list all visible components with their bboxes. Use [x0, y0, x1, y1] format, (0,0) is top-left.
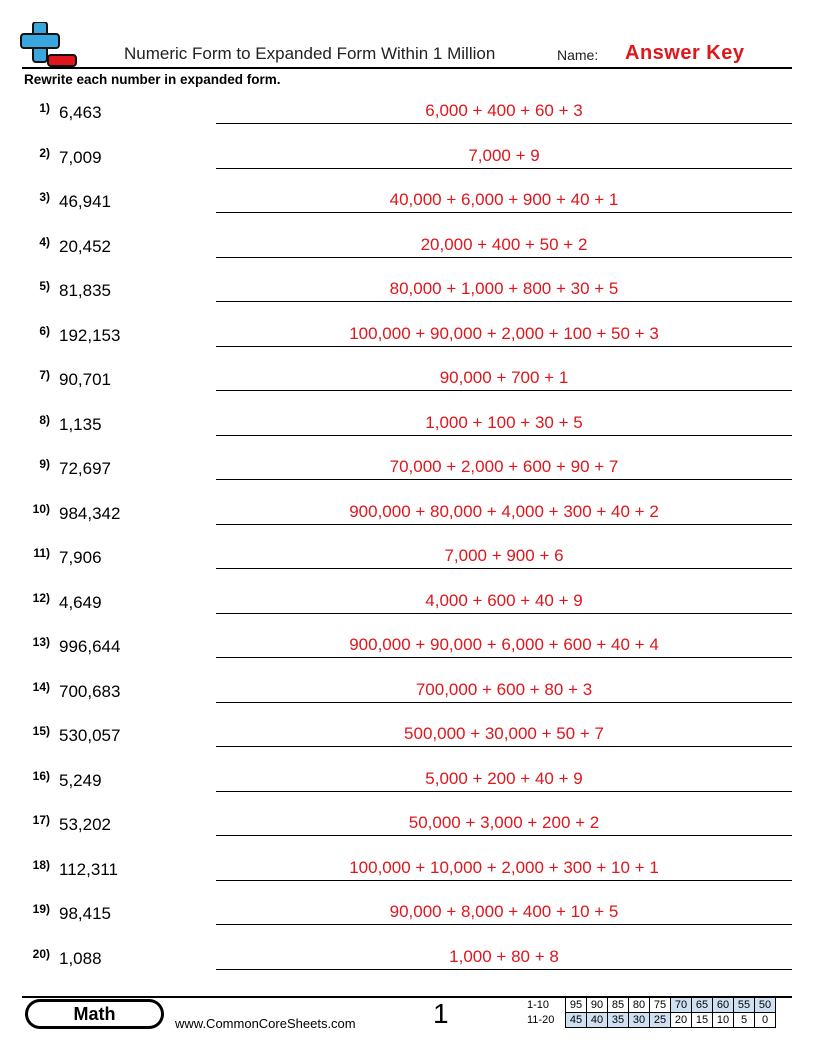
answer-text: 1,000 + 100 + 30 + 5 [425, 412, 583, 432]
answer-line [216, 346, 792, 347]
problem-number: 16) [32, 768, 50, 783]
answer-line [216, 791, 792, 792]
answer-text: 900,000 + 80,000 + 4,000 + 300 + 40 + 2 [349, 501, 659, 521]
score-cell: 70 [671, 998, 692, 1013]
page-title: Numeric Form to Expanded Form Within 1 Million [124, 44, 496, 63]
name-label: Name: [557, 47, 599, 63]
problem-row [0, 758, 816, 803]
problem-value: 46,941 [59, 192, 111, 211]
score-cell: 90 [587, 998, 608, 1013]
answer-line [216, 613, 792, 614]
subject-badge [25, 999, 164, 1029]
score-row [527, 998, 776, 1013]
answer-text: 100,000 + 90,000 + 2,000 + 100 + 50 + 3 [349, 323, 659, 343]
problem-row [0, 402, 816, 447]
answer-line [216, 835, 792, 836]
score-cell: 40 [587, 1013, 608, 1028]
problem-value: 20,452 [59, 236, 111, 256]
problem-number: 7) [39, 368, 50, 382]
problem-number: 6) [39, 323, 50, 338]
score-table [527, 997, 776, 1028]
instructions: Rewrite each number in expanded form. [24, 72, 281, 87]
problem-value: 53,202 [59, 815, 111, 834]
score-cell: 60 [713, 998, 734, 1013]
site-url: www.CommonCoreSheets.com [175, 1016, 356, 1031]
answer-text: 4,000 + 600 + 40 + 9 [425, 590, 583, 610]
answer-text: 40,000 + 6,000 + 900 + 40 + 1 [389, 190, 619, 209]
problem-number: 15) [32, 724, 50, 738]
answer-text: 80,000 + 1,000 + 800 + 30 + 5 [389, 279, 619, 298]
problem-row [0, 357, 816, 402]
problem-number: 18) [32, 857, 50, 872]
score-cell: 85 [608, 998, 629, 1013]
answer-line [216, 657, 792, 658]
score-cell: 75 [650, 998, 671, 1013]
problem-value: 1,088 [59, 948, 102, 968]
problem-row [0, 624, 816, 669]
answer-text: 5,000 + 200 + 40 + 9 [425, 768, 583, 788]
problem-number: 8) [39, 412, 50, 427]
problem-row [0, 268, 816, 313]
answer-line [216, 524, 792, 525]
answer-line [216, 746, 792, 747]
answer-text: 900,000 + 90,000 + 6,000 + 600 + 40 + 4 [349, 635, 659, 654]
problem-row [0, 491, 816, 536]
problem-number: 2) [39, 145, 50, 160]
problem-value: 4,649 [59, 592, 102, 612]
problem-number: 17) [32, 813, 50, 827]
problem-row [0, 224, 816, 269]
score-cell: 35 [608, 1013, 629, 1028]
problem-value: 6,463 [59, 103, 102, 122]
answer-text: 90,000 + 8,000 + 400 + 10 + 5 [389, 902, 619, 921]
score-cell: 80 [629, 998, 650, 1013]
problem-value: 700,683 [59, 681, 121, 701]
problem-row [0, 936, 816, 981]
answer-line [216, 212, 792, 213]
problem-value: 192,153 [59, 325, 121, 345]
score-cell: 25 [650, 1013, 671, 1028]
problem-number: 5) [39, 279, 50, 293]
plus-minus-icon [20, 22, 78, 68]
answer-text: 6,000 + 400 + 60 + 3 [425, 101, 583, 120]
answer-line [216, 969, 792, 970]
problem-value: 996,644 [59, 637, 121, 656]
score-cell: 5 [734, 1013, 755, 1028]
problem-value: 112,311 [59, 859, 118, 879]
subject-label: Math [28, 1002, 161, 1026]
score-cell: 55 [734, 998, 755, 1013]
problem-number: 10) [32, 501, 50, 516]
header-divider [22, 67, 792, 69]
problem-number: 4) [39, 234, 50, 249]
answer-line [216, 257, 792, 258]
problem-number: 13) [32, 635, 50, 649]
problem-number: 9) [39, 457, 50, 471]
problem-row [0, 135, 816, 180]
problem-row [0, 179, 816, 224]
problem-row [0, 847, 816, 892]
answer-text: 70,000 + 2,000 + 600 + 90 + 7 [389, 457, 619, 476]
problem-value: 98,415 [59, 904, 111, 923]
problem-row [0, 580, 816, 625]
answer-line [216, 702, 792, 703]
answer-text: 100,000 + 10,000 + 2,000 + 300 + 10 + 1 [349, 857, 659, 877]
answer-text: 500,000 + 30,000 + 50 + 7 [404, 724, 604, 743]
problem-value: 7,906 [59, 548, 102, 567]
score-cell: 0 [755, 1013, 776, 1028]
problem-number: 14) [32, 679, 50, 694]
score-cell: 45 [566, 1013, 587, 1028]
problem-row [0, 669, 816, 714]
problem-value: 81,835 [59, 281, 111, 300]
problem-list [0, 90, 816, 980]
answer-line [216, 301, 792, 302]
problem-number: 12) [32, 590, 50, 605]
problem-row [0, 446, 816, 491]
problem-number: 11) [33, 546, 50, 560]
answer-text: 1,000 + 80 + 8 [449, 946, 559, 966]
answer-text: 20,000 + 400 + 50 + 2 [420, 234, 588, 254]
answer-text: 700,000 + 600 + 80 + 3 [415, 679, 593, 699]
answer-text: 7,000 + 900 + 6 [444, 546, 564, 565]
problem-row [0, 313, 816, 358]
problem-row [0, 535, 816, 580]
answer-line [216, 390, 792, 391]
problem-number: 20) [32, 946, 50, 961]
answer-line [216, 168, 792, 169]
score-row-label: 1-10 [527, 999, 550, 1011]
answer-text: 7,000 + 9 [468, 145, 540, 165]
answer-text: 50,000 + 3,000 + 200 + 2 [408, 813, 600, 832]
problem-number: 19) [32, 902, 50, 916]
page-number: 1 [433, 998, 449, 1029]
answer-key-label: Answer Key [625, 42, 745, 64]
problem-value: 530,057 [59, 726, 121, 745]
score-cell: 15 [692, 1013, 713, 1028]
problem-row [0, 802, 816, 847]
answer-line [216, 568, 792, 569]
problem-value: 1,135 [59, 414, 102, 434]
score-row [527, 1013, 776, 1028]
score-cell: 10 [713, 1013, 734, 1028]
answer-line [216, 123, 792, 124]
problem-row [0, 90, 816, 135]
problem-number: 1) [39, 101, 50, 115]
answer-line [216, 924, 792, 925]
problem-row [0, 891, 816, 936]
score-cell: 20 [671, 1013, 692, 1028]
problem-value: 984,342 [59, 503, 121, 523]
score-row-label: 11-20 [527, 1014, 555, 1026]
score-cell: 65 [692, 998, 713, 1013]
problem-number: 3) [39, 190, 50, 204]
answer-text: 90,000 + 700 + 1 [439, 368, 569, 387]
problem-row [0, 713, 816, 758]
problem-value: 72,697 [59, 459, 111, 478]
score-cell: 50 [755, 998, 776, 1013]
answer-line [216, 479, 792, 480]
problem-value: 90,701 [59, 370, 111, 389]
problem-value: 5,249 [59, 770, 102, 790]
problem-value: 7,009 [59, 147, 102, 167]
score-cell: 95 [566, 998, 587, 1013]
answer-line [216, 880, 792, 881]
score-cell: 30 [629, 1013, 650, 1028]
answer-line [216, 435, 792, 436]
